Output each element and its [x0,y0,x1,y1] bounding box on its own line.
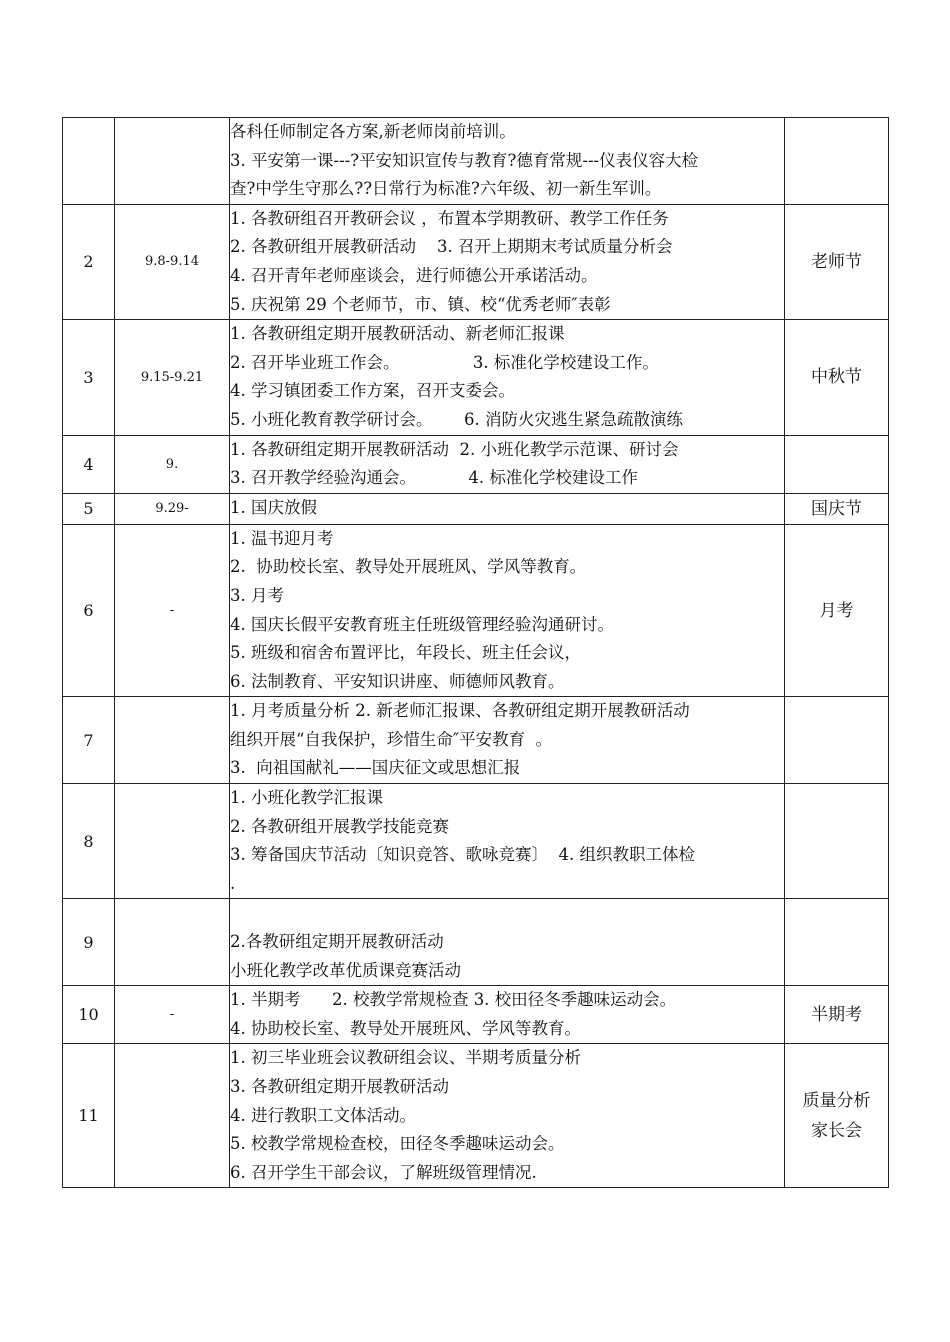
content-line: 3. 各教研组定期开展教研活动 [230,1077,449,1096]
content-cell [230,1044,785,1188]
content-line: 3. 平安第一课---?平安知识宣传与教育?德育常规---仪表仪容大检 [230,150,699,170]
content-line: 1. 初三毕业班会议教研组会议、半期考质量分析 [230,1048,581,1068]
content-line: 4. 国庆长假平安教育班主任班级管理经验沟通研讨。 [230,614,614,634]
content-line: 查?中学生守那么??日常行为标准?六年级、初一新生军训。 [230,179,662,199]
content-line: 1. 月考质量分析 2. 新老师汇报课、各教研组定期开展教研活动 [230,701,690,721]
date-cell: 9. [115,435,230,493]
week-cell: 7 [63,697,115,784]
content-line: 5. 校教学常规检查校，田径冬季趣味运动会。 [230,1134,565,1154]
content-line: 4. 召开青年老师座谈会，进行师德公开承诺活动。 [230,265,598,285]
content-cell [230,899,785,986]
table-row [63,118,889,205]
date-cell: 9.15-9.21 [115,320,230,435]
week-cell: 6 [63,524,115,697]
table-row [63,899,889,986]
note-cell [785,899,889,986]
content-line: 各科任师制定各方案,新老师岗前培训。 [230,122,516,141]
date-cell [115,697,230,784]
date-cell: - [115,524,230,697]
note-cell: 月考 [785,524,889,697]
content-line: 小班化教学改革优质课竞赛活动 [230,960,461,980]
content-cell [230,204,785,319]
content-line: 1. 温书迎月考 [230,528,334,548]
table-row [63,204,889,319]
content-cell [230,524,785,697]
content-line: 1. 小班化教学汇报课 [230,788,383,808]
note-cell: 中秋节 [785,320,889,435]
week-cell [63,118,115,205]
content-line: 3. 召开教学经验沟通会。 4. 标准化学校建设工作 [230,468,638,488]
table-row [63,1044,889,1188]
content-cell [230,435,785,493]
content-line: 2. 各教研组开展教学技能竞赛 [230,816,449,836]
content-cell [230,784,785,899]
content-line: 3. 向祖国献礼——国庆征文或思想汇报 [230,758,521,778]
date-cell [115,899,230,986]
date-cell [115,1044,230,1188]
table-row [63,524,889,697]
content-cell [230,493,785,524]
content-line: 1. 各教研组定期开展教研活动、新老师汇报课 [230,324,565,344]
content-line: 2.各教研组定期开展教研活动 [230,932,444,952]
content-line: 1. 国庆放假 [230,498,317,518]
note-cell [785,435,889,493]
note-cell: 半期考 [785,986,889,1044]
date-cell: 9.8-9.14 [115,204,230,319]
week-cell: 10 [63,986,115,1044]
note-cell: 质量分析 家长会 [785,1044,889,1188]
content-line: 5. 小班化教育教学研讨会。 6. 消防火灾逃生紧急疏散演练 [230,409,683,429]
content-line: 4. 进行教职工文体活动。 [230,1105,416,1125]
week-cell: 8 [63,784,115,899]
note-cell [785,784,889,899]
content-line: 1. 各教研组定期开展教研活动 2. 小班化教学示范课、研讨会 [230,439,679,459]
week-cell: 4 [63,435,115,493]
content-line: 2. 各教研组开展教研活动 3. 召开上期期末考试质量分析会 [230,237,673,257]
content-line: 6. 法制教育、平安知识讲座、师德师风教育。 [230,671,565,691]
content-cell [230,118,785,205]
table-row [63,784,889,899]
date-cell [115,118,230,205]
date-cell: 9.29- [115,493,230,524]
content-line: 5. 班级和宿舍布置评比，年段长、班主任会议， [230,643,581,663]
note-cell [785,118,889,205]
table-row [63,435,889,493]
week-cell: 9 [63,899,115,986]
content-cell [230,697,785,784]
content-line: 4. 协助校长室、教导处开展班风、学风等教育。 [230,1018,581,1038]
schedule-body [63,118,889,1188]
table-row [63,986,889,1044]
week-cell: 11 [63,1044,115,1188]
date-cell: - [115,986,230,1044]
content-cell [230,320,785,435]
content-line: 1. 半期考 2. 校教学常规检查 3. 校田径冬季趣味运动会。 [230,990,677,1010]
content-line: 2. 协助校长室、教导处开展班风、学风等教育。 [230,557,587,577]
week-cell: 2 [63,204,115,319]
content-line: . [230,873,236,893]
schedule-table [62,117,889,1188]
content-line: 3. 筹备国庆节活动〔知识竞答、歌咏竞赛〕 4. 组织教职工体检 [230,845,695,865]
content-line: 组织开展“自我保护，珍惜生命″平安教育 。 [230,729,553,749]
week-cell: 5 [63,493,115,524]
table-row [63,493,889,524]
note-cell: 老师节 [785,204,889,319]
content-line [230,899,784,928]
content-line: 3. 月考 [230,585,284,605]
note-cell [785,697,889,784]
content-line: 4. 学习镇团委工作方案，召开支委会。 [230,381,515,401]
content-line: 5. 庆祝第 29 个老师节，市、镇、校“优秀老师″表彰 [230,294,611,314]
week-cell: 3 [63,320,115,435]
content-cell [230,986,785,1044]
content-line: 1. 各教研组召开教研会议 ，布置本学期教研、教学工作任务 [230,208,669,228]
note-cell: 国庆节 [785,493,889,524]
table-row [63,697,889,784]
date-cell [115,784,230,899]
content-line: 2. 召开毕业班工作会。 3. 标准化学校建设工作。 [230,352,659,372]
content-line: 6. 召开学生干部会议，了解班级管理情况. [230,1162,537,1182]
table-row [63,320,889,435]
